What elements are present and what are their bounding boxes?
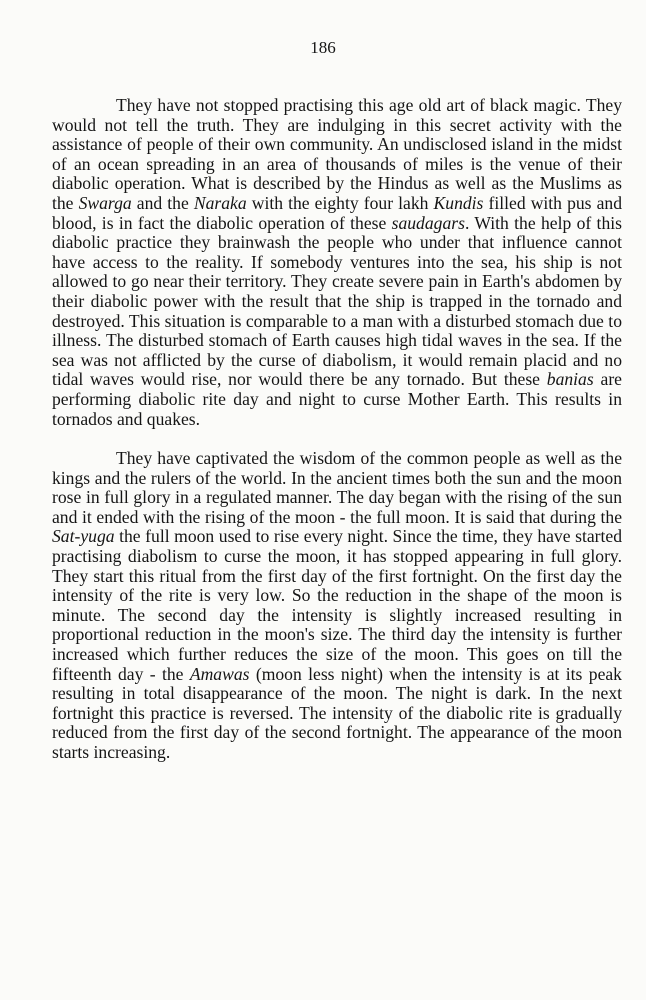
paragraph-2-segment-5: (moon less night) when the intensity is at its peak resulting in total disappearance of the moon. The night is dark. In the next fortnight this practice is reversed. The intensity of the diabolic rite is gradually reduced from the first day of the second fortnight. The appearance of the moon starts increasing. [52, 663, 622, 762]
page-number: 186 [310, 38, 336, 57]
paragraph-1-italic-kundis: Kundis [433, 192, 484, 213]
paragraph-1-italic-banias: banias [546, 369, 594, 390]
paragraph-1-italic-swarga: Swarga [78, 192, 132, 213]
paragraph-1-italic-saudagars: saudagars [391, 212, 465, 233]
paragraph-1-segment-9: . With the help of this diabolic practice they brainwash the people who under that influence cannot have access to the reality. If somebody ventures into the sea, his ship is not allowed to go near their territory. They create severe pain in Earth's abdomen by their diabolic power with the result that the ship is trapped in the tornado and destroyed. This situation is comparable to a man with a disturbed stomach due to illness. The disturbed stomach of Earth causes high tidal waves in the sea. If the sea was not afflicted by the curse of diabolism, it would remain placid and no tidal waves would rise, nor would there be any tornado. But these [52, 212, 622, 390]
page-body [52, 96, 622, 763]
paragraph-1-segment-1: They have not stopped practising this age old art of black magic. They would not tell the truth. They are indulging in this secret activity with the assistance of people of their own community. An undisclosed island in the midst of an ocean spreading in an area of thousands of miles is the venue of their diabolic operation. What is described by the Hindus as well as the Muslims as the [52, 95, 622, 213]
paragraph-1 [52, 96, 622, 429]
paragraph-1-segment-5: with the eighty four lakh [246, 192, 434, 213]
paragraph-1-italic-naraka: Naraka [193, 192, 247, 213]
paragraph-1-segment-3: and the [131, 192, 194, 213]
paragraph-1-segment-11: are performing diabolic rite day and night to curse Mother Earth. This results in tornados and quakes. [52, 369, 622, 429]
paragraph-2-segment-3: the full moon used to rise every night. Since the time, they have started practising diabolism to curse the moon, it has stopped appearing in full glory. They start this ritual from the first day of the first fortnight. On the first day the intensity of the rite is very low. So the reduction in the shape of the moon is minute. The second day the intensity is slightly increased resulting in proportional reduction in the moon's size. The third day the intensity is further increased which further reduces the size of the moon. This goes on till the fifteenth day - the [52, 526, 622, 684]
paragraph-2-italic-amawas: Amawas [189, 663, 250, 684]
paragraph-2-italic-sat-yuga: Sat-yuga [52, 526, 115, 547]
paragraph-1-segment-7: filled with pus and blood, is in fact the diabolic operation of these [52, 192, 622, 233]
paragraph-2-segment-1: They have captivated the wisdom of the common people as well as the kings and the rulers of the world. In the ancient times both the sun and the moon rose in full glory in a regulated manner. The day began with the rising of the sun and it ended with the rising of the moon - the full moon. It is said that during the [52, 448, 622, 527]
paragraph-2 [52, 449, 622, 763]
